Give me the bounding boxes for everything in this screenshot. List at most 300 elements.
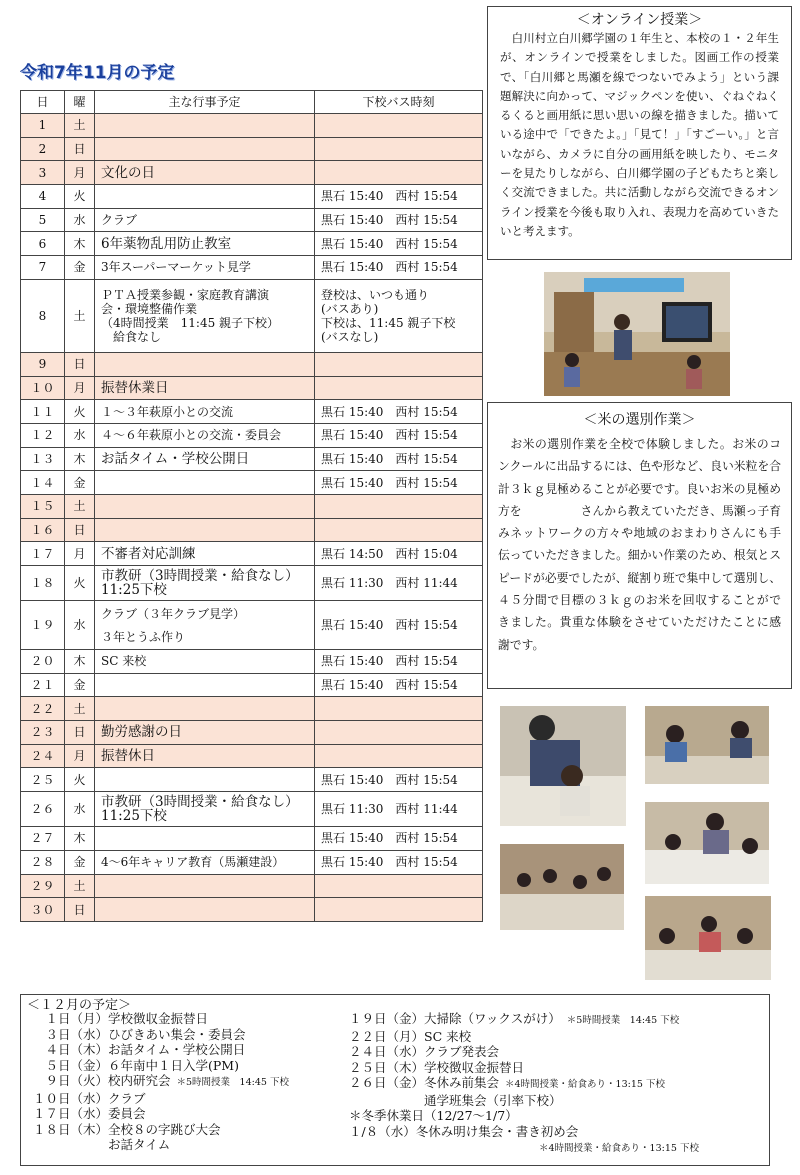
weekday: 土	[73, 118, 86, 133]
schedule-row	[21, 874, 483, 898]
schedule-row	[21, 673, 483, 697]
event-line: 11:25下校	[101, 582, 167, 598]
event-cell	[95, 518, 315, 542]
day-number: ２０	[30, 654, 55, 669]
december-item-text: １/８（水）冬休み明け集会・書き初め会	[349, 1123, 579, 1139]
weekday-cell	[65, 423, 95, 447]
bus-cell	[315, 566, 483, 601]
bus-cell	[315, 768, 483, 792]
day-number: 1	[38, 118, 47, 133]
day-cell	[21, 423, 65, 447]
weekday-cell	[65, 673, 95, 697]
event-cell	[95, 447, 315, 471]
bus-cell	[315, 352, 483, 376]
weekday: 金	[73, 475, 86, 490]
day-number: 2	[38, 142, 47, 157]
weekday-cell	[65, 185, 95, 209]
weekday-cell	[65, 471, 95, 495]
bus-time: 黒石 15:40 西村 15:54	[321, 189, 458, 204]
event-cell	[95, 768, 315, 792]
day-number: ２４	[30, 749, 55, 764]
event-line: （4時間授業 11:45 親子下校）	[101, 315, 280, 330]
bus-cell	[315, 874, 483, 898]
december-item-text: １０日（水）クラブ	[33, 1090, 146, 1106]
schedule-row	[21, 208, 483, 232]
day-number: １３	[30, 451, 55, 466]
rice-photo-4	[500, 844, 624, 930]
weekday: 日	[73, 357, 86, 372]
header-bus: 下校バス時刻	[315, 91, 483, 114]
schedule-row	[21, 232, 483, 256]
event-cell	[95, 744, 315, 768]
weekday-cell	[65, 601, 95, 650]
event-cell	[95, 566, 315, 601]
event-line: ４～６年萩原小との交流・委員会	[101, 428, 282, 443]
weekday: 木	[73, 831, 86, 846]
weekday-cell	[65, 650, 95, 674]
weekday-cell	[65, 256, 95, 280]
event-line: 振替休業日	[101, 379, 169, 396]
event-line: お話タイム・学校公開日	[101, 450, 250, 467]
event-cell	[95, 494, 315, 518]
bus-cell	[315, 850, 483, 874]
event-line: 給食なし	[101, 329, 162, 344]
weekday: 土	[73, 499, 86, 514]
bus-time: 黒石 15:40 西村 15:54	[321, 855, 458, 870]
day-cell	[21, 827, 65, 851]
event-cell	[95, 161, 315, 185]
schedule-row	[21, 400, 483, 424]
bus-cell	[315, 400, 483, 424]
event-cell	[95, 137, 315, 161]
schedule-row	[21, 161, 483, 185]
event-cell	[95, 471, 315, 495]
weekday-cell	[65, 518, 95, 542]
bus-cell	[315, 423, 483, 447]
bus-time: 黒石 15:40 西村 15:54	[321, 618, 458, 632]
event-cell	[95, 542, 315, 566]
header-weekday: 曜	[65, 91, 95, 114]
bus-cell	[315, 601, 483, 650]
online-lesson-photo	[544, 272, 730, 396]
weekday: 月	[73, 165, 86, 180]
december-item-text: ＊冬季休業日（12/27～1/7）	[349, 1108, 518, 1123]
weekday-cell	[65, 566, 95, 601]
weekday-cell	[65, 721, 95, 745]
december-item-text: １８日（木）全校８の字跳び大会	[33, 1121, 221, 1137]
rice-photo-1	[500, 706, 626, 826]
weekday: 金	[73, 260, 86, 275]
december-item-text: １日（月）学校徴収金振替日	[33, 1011, 209, 1026]
day-cell	[21, 279, 65, 352]
day-cell	[21, 137, 65, 161]
december-item-text: １７日（水）委員会	[33, 1106, 146, 1121]
rice-selection-text: お米の選別作業を全校で体験しました。お米のコンクールに出品するには、色や形など、良い米粒を合計３ｋｇ見極めることが必要です。良いお米の見極め方を さんから教えていただき、馬瀬っ子育みネットワークの方々や地域のおまわりさんにも手伝っていただきました。細かい作業のため、根気とスピードが必要でしたが、縦割り班で集中して選別し、４５分間で目標の３ｋｇのお米を回収することができました。貴重な体験をさせていただけたことに感謝です。	[498, 437, 781, 652]
weekday: 木	[73, 236, 86, 251]
bus-time: 黒石 15:40 西村 15:54	[321, 772, 458, 787]
weekday: 月	[73, 380, 86, 395]
day-cell	[21, 447, 65, 471]
weekday-cell	[65, 542, 95, 566]
bus-cell	[315, 137, 483, 161]
bus-time: 下校は、11:45 親子下校	[321, 315, 456, 330]
december-item-text: お話タイム	[33, 1137, 171, 1152]
december-item	[349, 1075, 699, 1093]
bus-time: 黒石 15:40 西村 15:54	[321, 654, 458, 669]
bus-cell	[315, 697, 483, 721]
weekday-cell	[65, 232, 95, 256]
day-number: 6	[38, 236, 47, 251]
weekday: 金	[73, 855, 86, 870]
schedule-row	[21, 650, 483, 674]
event-cell	[95, 874, 315, 898]
bus-cell	[315, 898, 483, 922]
day-number: ３０	[30, 902, 55, 917]
day-number: ２７	[30, 831, 55, 846]
event-cell	[95, 850, 315, 874]
december-item	[33, 1058, 289, 1074]
weekday-cell	[65, 850, 95, 874]
day-number: １２	[30, 428, 55, 443]
day-number: 7	[38, 260, 47, 275]
bus-cell	[315, 542, 483, 566]
rice-selection-box	[487, 402, 792, 689]
bus-cell	[315, 650, 483, 674]
december-item	[349, 1139, 699, 1157]
weekday: 木	[73, 451, 86, 466]
december-schedule-box	[20, 994, 770, 1166]
day-cell	[21, 114, 65, 138]
event-line: 振替休日	[101, 748, 155, 765]
event-cell	[95, 376, 315, 400]
schedule-row	[21, 256, 483, 280]
bus-cell	[315, 376, 483, 400]
event-cell	[95, 827, 315, 851]
day-cell	[21, 874, 65, 898]
weekday-cell	[65, 137, 95, 161]
weekday: 土	[73, 308, 86, 323]
bus-cell	[315, 518, 483, 542]
december-item-text: ２６日（金）冬休み前集会	[349, 1075, 500, 1090]
december-item-text: ２４日（水）クラブ発表会	[349, 1044, 500, 1059]
bus-time: 黒石 11:30 西村 11:44	[321, 576, 458, 590]
event-cell	[95, 256, 315, 280]
day-number: １０	[30, 380, 55, 395]
schedule-row	[21, 279, 483, 352]
schedule-row	[21, 768, 483, 792]
day-cell	[21, 161, 65, 185]
december-item	[349, 1011, 699, 1029]
bus-time: 登校は、いつも通り	[321, 287, 430, 302]
bus-time: 黒石 15:40 西村 15:54	[321, 678, 458, 693]
event-cell	[95, 185, 315, 209]
december-item-note: ＊4時間授業・給食あり・13:15 下校	[539, 1143, 699, 1154]
event-line: １～３年萩原小との交流	[101, 404, 234, 419]
event-cell	[95, 423, 315, 447]
weekday-cell	[65, 768, 95, 792]
weekday: 火	[73, 576, 86, 590]
bus-cell	[315, 114, 483, 138]
bus-cell	[315, 827, 483, 851]
day-number: 4	[38, 189, 47, 204]
bus-time: 黒石 15:40 西村 15:54	[321, 213, 458, 228]
december-item	[349, 1060, 699, 1076]
day-cell	[21, 566, 65, 601]
event-line: 勤労感謝の日	[101, 724, 182, 741]
event-cell	[95, 601, 315, 650]
december-item-text: ４日（木）お話タイム・学校公開日	[33, 1042, 246, 1057]
weekday-cell	[65, 874, 95, 898]
schedule-row	[21, 721, 483, 745]
bus-cell	[315, 744, 483, 768]
schedule-row	[21, 471, 483, 495]
rice-photo-3	[645, 802, 769, 884]
schedule-row	[21, 114, 483, 138]
bus-cell	[315, 792, 483, 827]
event-cell	[95, 697, 315, 721]
december-item-text: ３日（水）ひびきあい集会・委員会	[33, 1026, 246, 1042]
weekday: 土	[73, 701, 86, 716]
day-cell	[21, 601, 65, 650]
schedule-row	[21, 376, 483, 400]
schedule-row	[21, 827, 483, 851]
event-line: SC 来校	[101, 654, 147, 669]
weekday-cell	[65, 279, 95, 352]
december-item	[349, 1093, 699, 1109]
day-cell	[21, 792, 65, 827]
november-schedule-table	[20, 90, 483, 922]
event-line: 市教研（3時間授業・給食なし）	[101, 794, 299, 811]
weekday: 日	[73, 522, 86, 537]
event-cell	[95, 673, 315, 697]
bus-time: (バスあり)	[321, 301, 379, 316]
header-day: 日	[21, 91, 65, 114]
weekday: 火	[73, 404, 86, 419]
bus-cell	[315, 721, 483, 745]
schedule-row	[21, 744, 483, 768]
day-number: 9	[38, 357, 47, 372]
day-number: ２３	[30, 725, 55, 740]
online-lesson-heading: ＜オンライン授業＞	[576, 12, 703, 28]
december-item	[33, 1011, 289, 1027]
weekday: 日	[73, 902, 86, 917]
event-line: 市教研（3時間授業・給食なし）	[101, 568, 299, 584]
bus-time: 黒石 15:40 西村 15:54	[321, 236, 458, 251]
december-item-note: ＊5時間授業 14:45 下校	[566, 1015, 680, 1026]
weekday: 土	[73, 878, 86, 893]
weekday: 水	[73, 618, 86, 632]
schedule-row	[21, 898, 483, 922]
december-item	[349, 1029, 699, 1045]
event-line: ＰＴＡ授業参観・家庭教育講演	[101, 287, 270, 302]
day-number: 5	[38, 213, 47, 228]
weekday-cell	[65, 208, 95, 232]
weekday: 金	[73, 678, 86, 693]
event-cell	[95, 208, 315, 232]
event-line: ３年とうふ作り	[101, 629, 186, 644]
bus-cell	[315, 185, 483, 209]
weekday-cell	[65, 697, 95, 721]
schedule-row	[21, 697, 483, 721]
december-item	[33, 1073, 289, 1091]
event-line: 4～6年キャリア教育（馬瀬建設）	[101, 855, 285, 870]
weekday: 日	[73, 142, 86, 157]
page-title: 令和7年11月の予定	[20, 63, 175, 83]
december-item	[33, 1137, 289, 1153]
bus-time: 黒石 15:40 西村 15:54	[321, 475, 458, 490]
december-item	[349, 1044, 699, 1060]
online-lesson-box	[487, 6, 792, 260]
schedule-row	[21, 792, 483, 827]
bus-cell	[315, 161, 483, 185]
day-number: １６	[30, 522, 55, 537]
rice-photo-5	[645, 896, 771, 980]
december-item-text: ５日（金）６年南中１日入学(PM)	[33, 1057, 239, 1073]
day-cell	[21, 376, 65, 400]
december-item-text: 通学班集会（引率下校）	[349, 1092, 562, 1108]
december-item	[349, 1124, 699, 1140]
event-cell	[95, 400, 315, 424]
event-cell	[95, 898, 315, 922]
december-item-text: １９日（金）大掃除（ワックスがけ）	[349, 1011, 561, 1026]
day-number: １１	[30, 404, 55, 419]
weekday: 水	[73, 428, 86, 443]
rice-photo-2	[645, 706, 769, 784]
weekday-cell	[65, 827, 95, 851]
december-item	[349, 1108, 699, 1124]
event-cell	[95, 650, 315, 674]
rice-selection-heading: ＜米の選別作業＞	[583, 412, 696, 428]
event-cell	[95, 232, 315, 256]
bus-time: 黒石 15:40 西村 15:54	[321, 260, 458, 275]
event-line: クラブ（３年クラブ見学）	[101, 606, 246, 621]
december-item-text: ２５日（木）学校徴収金振替日	[349, 1059, 525, 1075]
day-number: ２８	[30, 855, 55, 870]
day-cell	[21, 850, 65, 874]
day-number: １８	[30, 576, 55, 590]
schedule-row	[21, 850, 483, 874]
day-cell	[21, 256, 65, 280]
schedule-row	[21, 566, 483, 601]
online-lesson-text: 白川村立白川郷学園の１年生と、本校の１・２年生が、オンラインで授業をしました。図画工作の授業で、「白川郷と馬瀬を線でつないでみよう」という課題解決に向かって、マジックペンを使い、ぐねぐねくるくると画用紙に思い思いの線を描きました。描いている途中で「できたよ。」「見て！」「すごーい。」と言いながら、カメラに自分の画用紙を映したり、モニターを見たりしながら、白川郷学園の子どもたちと楽しく交流できました。共に活動しながら交流できるオンライン授業を今後も取り入れ、表現力を高めていきたいと考えます。	[500, 31, 779, 238]
december-item	[33, 1091, 289, 1107]
december-item	[33, 1027, 289, 1043]
event-line: 会・環境整備作業	[101, 301, 198, 316]
day-number: １４	[30, 475, 55, 490]
weekday: 日	[73, 725, 86, 740]
schedule-row	[21, 137, 483, 161]
day-number: １７	[30, 546, 55, 561]
weekday-cell	[65, 898, 95, 922]
bus-time: 黒石 15:40 西村 15:54	[321, 404, 458, 419]
event-line: クラブ	[101, 213, 138, 228]
event-cell	[95, 279, 315, 352]
day-cell	[21, 721, 65, 745]
day-number: １５	[30, 499, 55, 514]
schedule-row	[21, 542, 483, 566]
schedule-row	[21, 423, 483, 447]
day-cell	[21, 471, 65, 495]
bus-time: 黒石 15:40 西村 15:54	[321, 831, 458, 846]
day-cell	[21, 898, 65, 922]
weekday-cell	[65, 352, 95, 376]
december-item-note: ＊5時間授業 14:45 下校	[176, 1077, 289, 1088]
day-number: ２６	[30, 802, 55, 817]
bus-cell	[315, 673, 483, 697]
weekday-cell	[65, 792, 95, 827]
day-cell	[21, 697, 65, 721]
day-cell	[21, 542, 65, 566]
event-line: 不審者対応訓練	[101, 545, 196, 562]
december-item	[33, 1122, 289, 1138]
weekday-cell	[65, 400, 95, 424]
event-cell	[95, 792, 315, 827]
event-line: 3年スーパーマーケット見学	[101, 260, 251, 275]
weekday: 火	[73, 189, 86, 204]
weekday-cell	[65, 161, 95, 185]
december-left-list	[33, 1011, 289, 1153]
day-cell	[21, 352, 65, 376]
bus-cell	[315, 208, 483, 232]
event-cell	[95, 114, 315, 138]
day-number: 3	[38, 165, 47, 180]
weekday: 水	[73, 802, 86, 817]
weekday: 火	[73, 772, 86, 787]
event-line: 11:25下校	[101, 808, 167, 825]
december-item	[33, 1042, 289, 1058]
day-cell	[21, 208, 65, 232]
schedule-row	[21, 352, 483, 376]
december-item-note: ＊4時間授業・給食あり・13:15 下校	[505, 1079, 665, 1090]
day-number: ２９	[30, 878, 55, 893]
december-item-text: ２２日（月）SC 来校	[349, 1028, 472, 1044]
bus-cell	[315, 279, 483, 352]
bus-time: 黒石 14:50 西村 15:04	[321, 546, 458, 561]
december-right-list	[349, 1011, 699, 1157]
day-cell	[21, 744, 65, 768]
schedule-row	[21, 185, 483, 209]
day-number: １９	[30, 618, 55, 632]
bus-time: 黒石 15:40 西村 15:54	[321, 428, 458, 443]
day-cell	[21, 185, 65, 209]
day-cell	[21, 518, 65, 542]
day-cell	[21, 232, 65, 256]
schedule-row	[21, 447, 483, 471]
weekday: 月	[73, 546, 86, 561]
bus-cell	[315, 232, 483, 256]
schedule-row	[21, 601, 483, 650]
bus-cell	[315, 471, 483, 495]
event-cell	[95, 721, 315, 745]
day-number: ２５	[30, 772, 55, 787]
december-item	[33, 1106, 289, 1122]
event-line: 6年薬物乱用防止教室	[101, 235, 232, 252]
weekday: 木	[73, 654, 86, 669]
day-cell	[21, 673, 65, 697]
weekday-cell	[65, 494, 95, 518]
schedule-row	[21, 494, 483, 518]
weekday-cell	[65, 744, 95, 768]
bus-time: 黒石 15:40 西村 15:54	[321, 451, 458, 466]
day-number: ２２	[30, 701, 55, 716]
day-cell	[21, 650, 65, 674]
day-cell	[21, 768, 65, 792]
bus-time: (バスなし)	[321, 329, 379, 344]
day-cell	[21, 494, 65, 518]
weekday-cell	[65, 114, 95, 138]
weekday: 水	[73, 213, 86, 228]
bus-cell	[315, 256, 483, 280]
